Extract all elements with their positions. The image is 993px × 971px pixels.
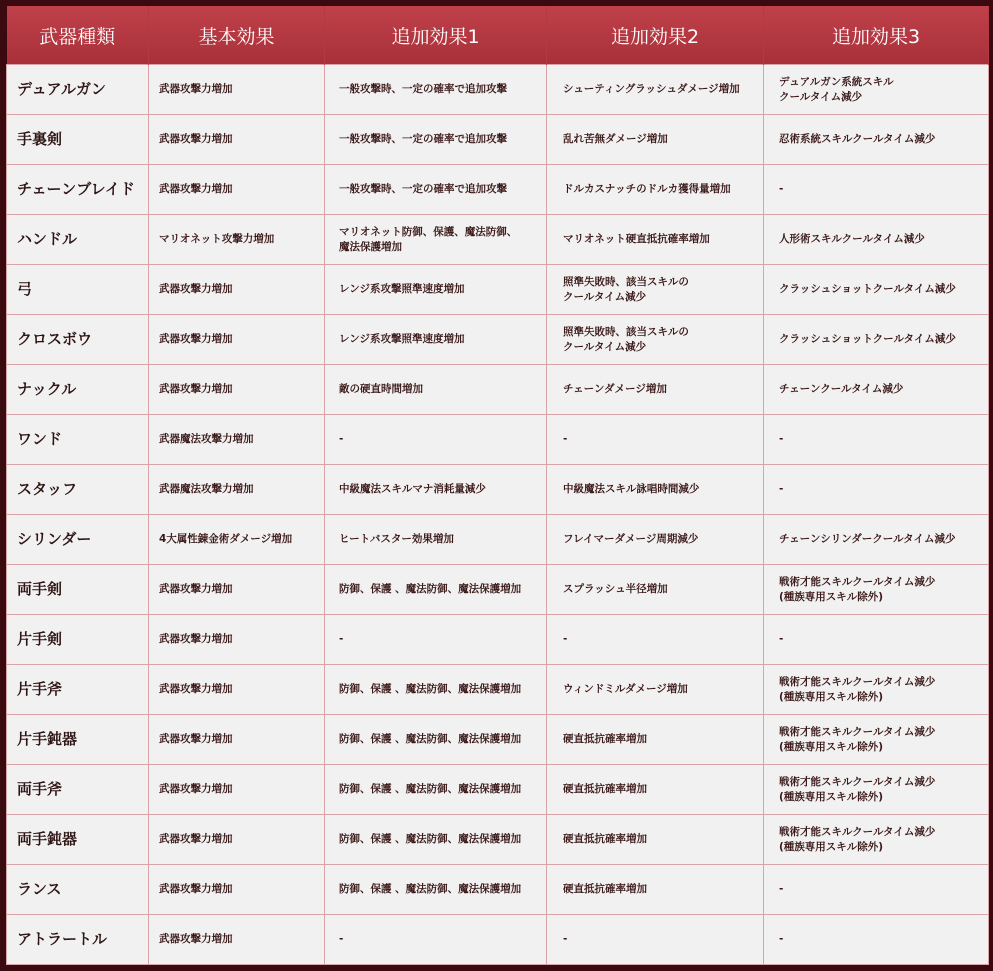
- table-row: [7, 815, 989, 865]
- effect-1-cell: 一般攻撃時、一定の確率で追加攻撃: [325, 115, 547, 165]
- effect-1-cell: 中級魔法スキルマナ消耗量減少: [325, 465, 547, 515]
- effect-2-cell: -: [547, 415, 764, 465]
- effect-3-cell: チェーンクールタイム減少: [764, 365, 989, 415]
- table-row: [7, 665, 989, 715]
- effect-3-cell: -: [764, 415, 989, 465]
- effect-1-cell: 一般攻撃時、一定の確率で追加攻撃: [325, 165, 547, 215]
- base-effect-cell: 武器攻撃力増加: [149, 565, 325, 615]
- table-row: [7, 265, 989, 315]
- weapon-name-cell: 片手斧: [7, 665, 149, 715]
- effect-1-cell: -: [325, 415, 547, 465]
- effect-2-cell: 硬直抵抗確率増加: [547, 865, 764, 915]
- base-effect-cell: 武器攻撃力増加: [149, 765, 325, 815]
- weapon-name-cell: スタッフ: [7, 465, 149, 515]
- effect-3-cell: 戦術才能スキルクールタイム減少 (種族専用スキル除外): [764, 565, 989, 615]
- effect-2-cell: 硬直抵抗確率増加: [547, 815, 764, 865]
- effect-3-cell: 戦術才能スキルクールタイム減少 (種族専用スキル除外): [764, 765, 989, 815]
- table-row: [7, 515, 989, 565]
- weapon-effects-table: [6, 6, 989, 965]
- effect-3-cell: 戦術才能スキルクールタイム減少 (種族専用スキル除外): [764, 665, 989, 715]
- weapon-name-cell: 片手鈍器: [7, 715, 149, 765]
- table-row: [7, 365, 989, 415]
- effect-3-cell: -: [764, 915, 989, 965]
- base-effect-cell: マリオネット攻撃力増加: [149, 215, 325, 265]
- effect-2-cell: ウィンドミルダメージ増加: [547, 665, 764, 715]
- base-effect-cell: 武器攻撃力増加: [149, 115, 325, 165]
- effect-1-cell: 防御、保護 、魔法防御、魔法保護増加: [325, 815, 547, 865]
- weapon-name-cell: 片手剣: [7, 615, 149, 665]
- base-effect-cell: 武器魔法攻撃力増加: [149, 465, 325, 515]
- base-effect-cell: 武器攻撃力増加: [149, 315, 325, 365]
- effect-2-cell: 照準失敗時、該当スキルの クールタイム減少: [547, 265, 764, 315]
- table-row: [7, 765, 989, 815]
- weapon-name-cell: 両手剣: [7, 565, 149, 615]
- table-row: [7, 415, 989, 465]
- effect-2-cell: -: [547, 915, 764, 965]
- effect-2-cell: チェーンダメージ増加: [547, 365, 764, 415]
- weapon-name-cell: 両手斧: [7, 765, 149, 815]
- base-effect-cell: 武器攻撃力増加: [149, 715, 325, 765]
- header-additional-effect-3: 追加効果3: [764, 6, 989, 65]
- table-header-row: [7, 6, 989, 65]
- base-effect-cell: 武器魔法攻撃力増加: [149, 415, 325, 465]
- effect-1-cell: 防御、保護 、魔法防御、魔法保護増加: [325, 665, 547, 715]
- effect-2-cell: マリオネット硬直抵抗確率増加: [547, 215, 764, 265]
- effect-2-cell: 硬直抵抗確率増加: [547, 765, 764, 815]
- weapon-name-cell: ワンド: [7, 415, 149, 465]
- effect-3-cell: 戦術才能スキルクールタイム減少 (種族専用スキル除外): [764, 815, 989, 865]
- weapon-name-cell: 両手鈍器: [7, 815, 149, 865]
- effect-3-cell: クラッシュショットクールタイム減少: [764, 265, 989, 315]
- table-row: [7, 615, 989, 665]
- weapon-name-cell: チェーンブレイド: [7, 165, 149, 215]
- effect-1-cell: 防御、保護 、魔法防御、魔法保護増加: [325, 715, 547, 765]
- effect-1-cell: 防御、保護 、魔法防御、魔法保護増加: [325, 765, 547, 815]
- base-effect-cell: 武器攻撃力増加: [149, 165, 325, 215]
- effect-3-cell: 人形術スキルクールタイム減少: [764, 215, 989, 265]
- weapon-name-cell: 弓: [7, 265, 149, 315]
- effect-1-cell: レンジ系攻撃照準速度増加: [325, 315, 547, 365]
- effect-2-cell: 硬直抵抗確率増加: [547, 715, 764, 765]
- effect-1-cell: -: [325, 915, 547, 965]
- effect-2-cell: -: [547, 615, 764, 665]
- effect-1-cell: -: [325, 615, 547, 665]
- weapon-name-cell: ナックル: [7, 365, 149, 415]
- effect-2-cell: スプラッシュ半径増加: [547, 565, 764, 615]
- effect-1-cell: ヒートバスター効果増加: [325, 515, 547, 565]
- table-row: [7, 115, 989, 165]
- table-row: [7, 865, 989, 915]
- effect-3-cell: 戦術才能スキルクールタイム減少 (種族専用スキル除外): [764, 715, 989, 765]
- base-effect-cell: 武器攻撃力増加: [149, 665, 325, 715]
- effect-1-cell: マリオネット防御、保護、魔法防御、 魔法保護増加: [325, 215, 547, 265]
- effect-2-cell: 乱れ苦無ダメージ増加: [547, 115, 764, 165]
- base-effect-cell: 武器攻撃力増加: [149, 815, 325, 865]
- effect-2-cell: 照準失敗時、該当スキルの クールタイム減少: [547, 315, 764, 365]
- effect-2-cell: ドルカスナッチのドルカ獲得量増加: [547, 165, 764, 215]
- effect-3-cell: チェーンシリンダークールタイム減少: [764, 515, 989, 565]
- base-effect-cell: 武器攻撃力増加: [149, 65, 325, 115]
- base-effect-cell: 武器攻撃力増加: [149, 615, 325, 665]
- effect-3-cell: -: [764, 165, 989, 215]
- base-effect-cell: 武器攻撃力増加: [149, 865, 325, 915]
- header-weapon-type: 武器種類: [7, 6, 149, 65]
- effect-3-cell: デュアルガン系統スキル クールタイム減少: [764, 65, 989, 115]
- table-row: [7, 65, 989, 115]
- effect-3-cell: クラッシュショットクールタイム減少: [764, 315, 989, 365]
- table-row: [7, 215, 989, 265]
- table-row: [7, 915, 989, 965]
- header-base-effect: 基本効果: [149, 6, 325, 65]
- effect-1-cell: 防御、保護 、魔法防御、魔法保護増加: [325, 865, 547, 915]
- effect-2-cell: 中級魔法スキル詠唱時間減少: [547, 465, 764, 515]
- effect-2-cell: シューティングラッシュダメージ増加: [547, 65, 764, 115]
- weapon-name-cell: ハンドル: [7, 215, 149, 265]
- table-row: [7, 315, 989, 365]
- effect-1-cell: 一般攻撃時、一定の確率で追加攻撃: [325, 65, 547, 115]
- effect-3-cell: -: [764, 865, 989, 915]
- effect-2-cell: フレイマーダメージ周期減少: [547, 515, 764, 565]
- weapon-name-cell: アトラートル: [7, 915, 149, 965]
- weapon-name-cell: クロスボウ: [7, 315, 149, 365]
- effect-3-cell: -: [764, 465, 989, 515]
- base-effect-cell: 武器攻撃力増加: [149, 915, 325, 965]
- effect-3-cell: -: [764, 615, 989, 665]
- table-row: [7, 565, 989, 615]
- weapon-name-cell: 手裏剣: [7, 115, 149, 165]
- table-row: [7, 715, 989, 765]
- header-additional-effect-1: 追加効果1: [325, 6, 547, 65]
- weapon-name-cell: デュアルガン: [7, 65, 149, 115]
- table-row: [7, 165, 989, 215]
- weapon-name-cell: ランス: [7, 865, 149, 915]
- header-additional-effect-2: 追加効果2: [547, 6, 764, 65]
- base-effect-cell: 4大属性錬金術ダメージ増加: [149, 515, 325, 565]
- base-effect-cell: 武器攻撃力増加: [149, 365, 325, 415]
- table-row: [7, 465, 989, 515]
- base-effect-cell: 武器攻撃力増加: [149, 265, 325, 315]
- effect-1-cell: 防御、保護 、魔法防御、魔法保護増加: [325, 565, 547, 615]
- weapon-name-cell: シリンダー: [7, 515, 149, 565]
- effect-1-cell: レンジ系攻撃照準速度増加: [325, 265, 547, 315]
- effect-1-cell: 敵の硬直時間増加: [325, 365, 547, 415]
- effect-3-cell: 忍術系統スキルクールタイム減少: [764, 115, 989, 165]
